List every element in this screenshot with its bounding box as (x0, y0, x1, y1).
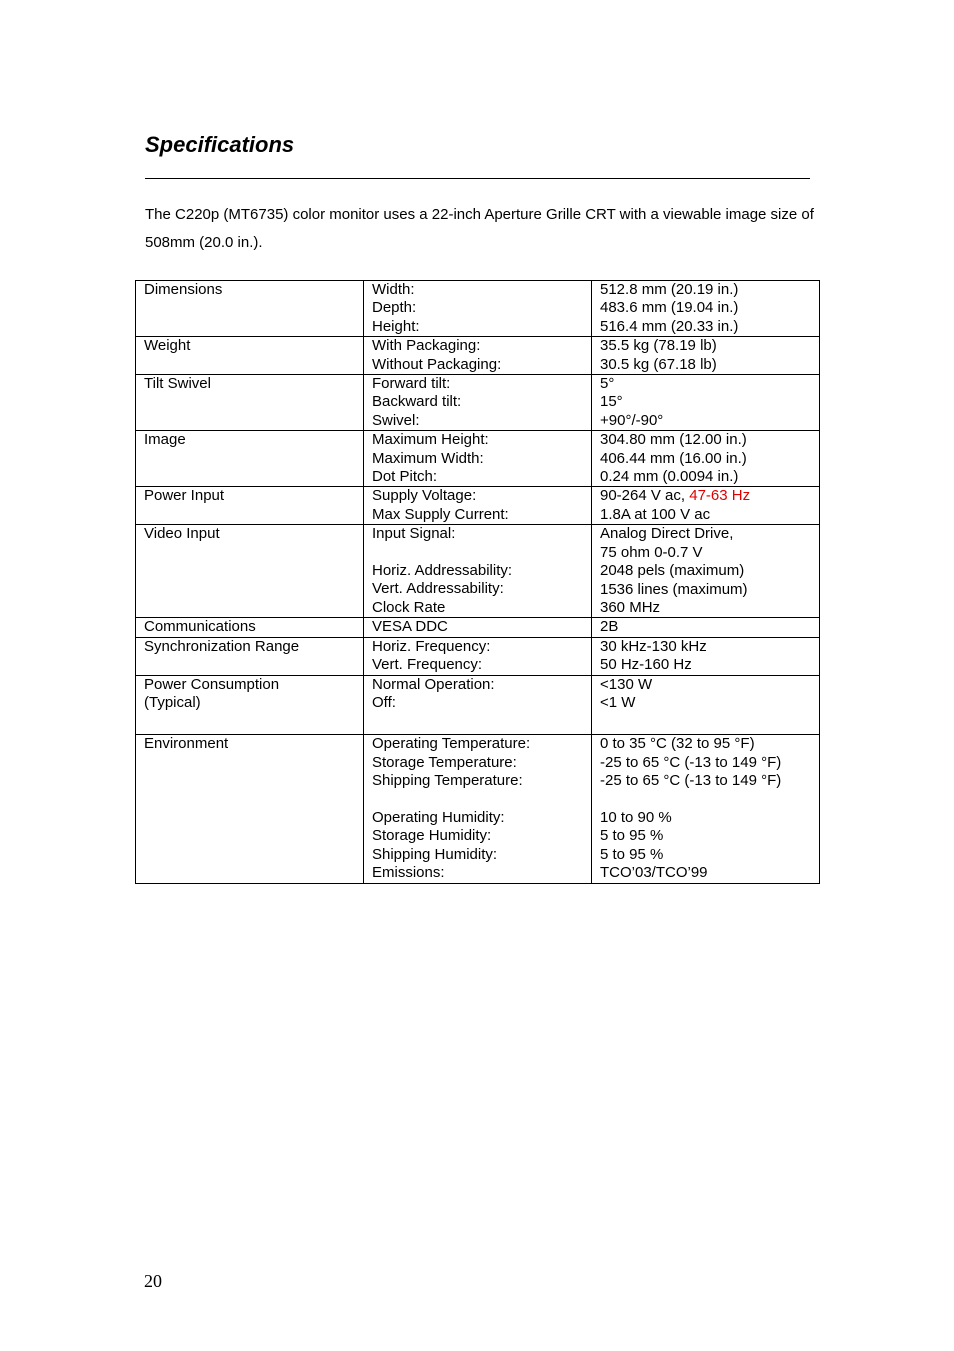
label-cell (364, 525, 592, 618)
page-number: 20 (144, 1271, 162, 1291)
category-label: Image (144, 431, 186, 449)
label-cell (364, 337, 592, 375)
category-cell (136, 637, 364, 675)
spec-label: Shipping Temperature: (372, 772, 523, 790)
label-cell (364, 375, 592, 431)
category-label: Dimensions (144, 281, 223, 298)
value-cell (592, 618, 820, 637)
spec-label: Maximum Width: (372, 449, 484, 467)
voltage-range: 90-264 V ac, (600, 487, 690, 505)
spec-value: TCO’03/TCO’99 (600, 864, 708, 882)
value-cell (592, 487, 820, 525)
spec-value: 30 kHz-130 kHz (600, 637, 707, 655)
spec-value: 483.6 mm (19.04 in.) (600, 299, 739, 317)
spec-value: 2048 pels (maximum) (600, 562, 745, 580)
spec-value: 30.5 kg (67.18 lb) (600, 355, 717, 373)
spec-value: 35.5 kg (78.19 lb) (600, 337, 717, 355)
table-row-video-input (136, 525, 820, 618)
value-cell (592, 281, 820, 337)
spec-label: Vert. Addressability: (372, 580, 504, 598)
spec-label: Vert. Frequency: (372, 656, 483, 674)
spec-value: 5 to 95 % (600, 845, 664, 863)
spec-value: 360 MHz (600, 598, 661, 616)
category-cell (136, 525, 364, 618)
spec-value: 0.24 mm (0.0094 in.) (600, 468, 739, 486)
spec-label: Supply Voltage: (372, 487, 477, 505)
spec-value: 10 to 90 % (600, 808, 672, 826)
spec-label: Max Supply Current: (372, 505, 509, 523)
spec-label: Operating Temperature: (372, 735, 531, 753)
value-cell (592, 337, 820, 375)
spec-label: Horiz. Addressability: (372, 562, 513, 580)
category-cell (136, 675, 364, 735)
category-label: Video Input (144, 525, 220, 543)
label-cell (364, 281, 592, 337)
value-cell (592, 525, 820, 618)
value-cell (592, 375, 820, 431)
spec-label: VESA DDC (372, 618, 448, 636)
table-row-synchronization-range (136, 637, 820, 675)
spec-label: Storage Temperature: (372, 753, 517, 771)
specifications-table (135, 280, 820, 884)
spec-label: Forward tilt: (372, 375, 451, 393)
spec-label (372, 791, 583, 809)
table-row-tilt-swivel (136, 375, 820, 431)
value-cell (592, 675, 820, 735)
spec-value: 2B (600, 618, 619, 636)
spec-label: Input Signal: (372, 525, 456, 543)
spec-value (600, 791, 811, 809)
label-cell (364, 487, 592, 525)
spec-value: -25 to 65 °C (-13 to 149 °F) (600, 772, 782, 790)
value-cell (592, 637, 820, 675)
spec-value: 5 to 95 % (600, 827, 664, 845)
label-cell (364, 618, 592, 637)
spec-value: 304.80 mm (12.00 in.) (600, 431, 747, 449)
category-label: Weight (144, 337, 191, 355)
spec-label: Off: (372, 693, 396, 711)
label-cell (364, 637, 592, 675)
category-label: Synchronization Range (144, 637, 300, 655)
label-cell (364, 675, 592, 735)
spec-value (600, 487, 811, 505)
spec-label: Height: (372, 317, 420, 335)
table-row-dimensions (136, 281, 820, 337)
spec-value: -25 to 65 °C (-13 to 149 °F) (600, 753, 782, 771)
page-title: Specifications (145, 132, 295, 157)
table-row-communications (136, 618, 820, 637)
table-row-power-consumption (136, 675, 820, 735)
category-label: Communications (144, 618, 256, 636)
category-label: (Typical) (144, 693, 201, 711)
category-cell (136, 735, 364, 883)
spec-value: <1 W (600, 693, 636, 711)
value-cell (592, 431, 820, 487)
category-cell (136, 337, 364, 375)
table-row-power-input (136, 487, 820, 525)
intro-paragraph: The C220p (MT6735) color monitor uses a 22-inch Aperture Grille CRT with a viewable image size of 508mm (20.0 in.). (145, 206, 814, 251)
spec-label: Dot Pitch: (372, 468, 438, 486)
category-cell (136, 375, 364, 431)
spec-value: +90°/-90° (600, 411, 664, 429)
spec-value: 15° (600, 393, 623, 411)
table-row-weight (136, 337, 820, 375)
category-label: Tilt Swivel (144, 375, 211, 393)
table-row-image (136, 431, 820, 487)
spec-value: <130 W (600, 675, 653, 693)
spec-label: With Packaging: (372, 337, 481, 355)
label-cell (364, 431, 592, 487)
spec-label: Shipping Humidity: (372, 845, 498, 863)
spec-label: Clock Rate (372, 598, 446, 616)
spec-label: Operating Humidity: (372, 808, 505, 826)
value-cell (592, 735, 820, 883)
category-label: Environment (144, 735, 229, 753)
category-cell (136, 431, 364, 487)
spec-value: 50 Hz-160 Hz (600, 656, 692, 674)
spec-value: 512.8 mm (20.19 in.) (600, 281, 739, 298)
spec-label: Storage Humidity: (372, 827, 492, 845)
spec-label (372, 544, 583, 562)
spec-label: Maximum Height: (372, 431, 489, 449)
spec-label: Horiz. Frequency: (372, 637, 491, 655)
spec-value: 75 ohm 0-0.7 V (600, 543, 703, 561)
spec-label: Without Packaging: (372, 355, 502, 373)
spec-value: 0 to 35 °C (32 to 95 °F) (600, 735, 755, 753)
table-row-environment (136, 735, 820, 883)
spec-value: 1536 lines (maximum) (600, 580, 748, 598)
category-cell (136, 487, 364, 525)
spec-label: Depth: (372, 299, 417, 317)
spec-label: Emissions: (372, 864, 445, 882)
spec-label: Width: (372, 281, 415, 298)
spec-value: 406.44 mm (16.00 in.) (600, 449, 747, 467)
spec-value: Analog Direct Drive, (600, 525, 734, 543)
category-cell (136, 618, 364, 637)
title-divider (145, 178, 810, 179)
category-label: Power Input (144, 487, 225, 505)
spec-label: Normal Operation: (372, 675, 495, 693)
spec-label: Backward tilt: (372, 393, 462, 411)
spec-value: 1.8A at 100 V ac (600, 505, 711, 523)
frequency-highlight: 47-63 Hz (689, 487, 751, 505)
category-label: Power Consumption (144, 675, 280, 693)
spec-value: 5° (600, 375, 615, 393)
spec-value: 516.4 mm (20.33 in.) (600, 317, 739, 335)
spec-label: Swivel: (372, 411, 420, 429)
category-cell (136, 281, 364, 337)
label-cell (364, 735, 592, 883)
